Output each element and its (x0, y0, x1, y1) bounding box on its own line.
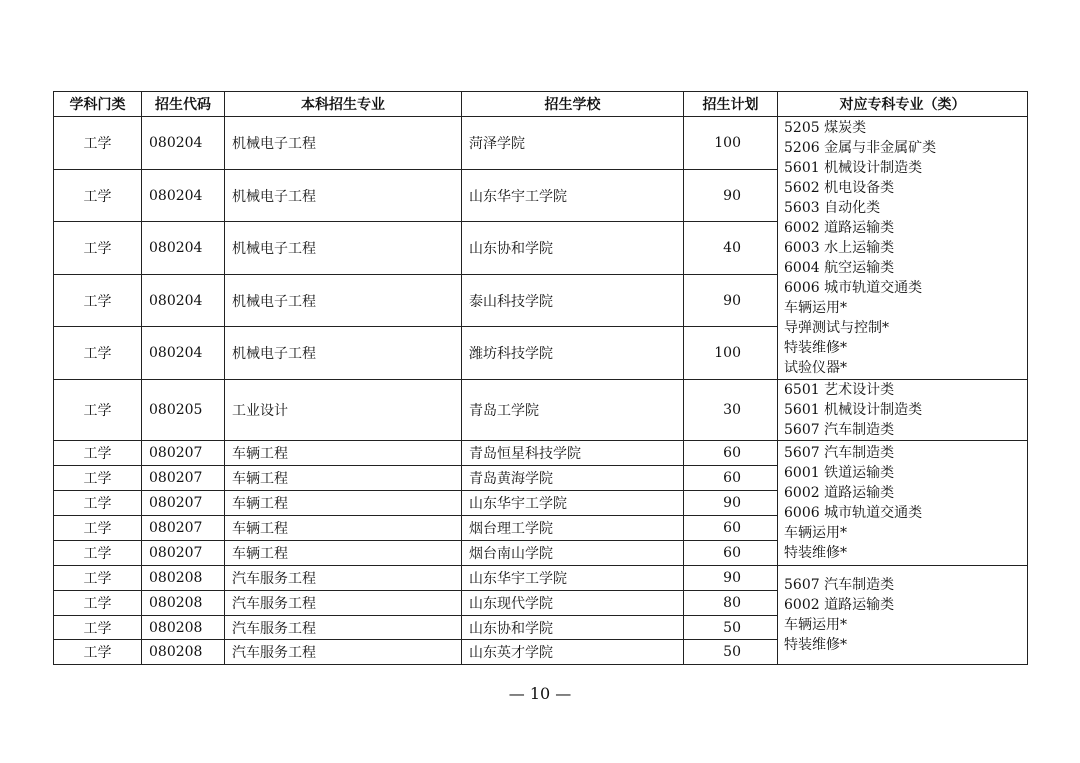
cell-plan: 90 (684, 566, 778, 591)
cell-major: 机械电子工程 (225, 327, 462, 380)
related-item: 车辆运用* (784, 617, 847, 633)
cell-plan: 90 (684, 170, 778, 222)
cell-plan: 30 (684, 380, 778, 441)
table-row (54, 380, 1028, 441)
related-item: 6001 铁道运输类 (784, 465, 895, 481)
cell-plan: 50 (684, 616, 778, 640)
cell-school: 山东华宇工学院 (462, 170, 684, 222)
header-major: 本科招生专业 (225, 92, 462, 117)
cell-category: 工学 (54, 491, 142, 516)
cell-code: 080207 (142, 541, 225, 566)
cell-plan: 40 (684, 222, 778, 275)
page-number: — 10 — (508, 684, 572, 703)
cell-plan: 100 (684, 327, 778, 380)
cell-major: 汽车服务工程 (225, 566, 462, 591)
cell-code: 080208 (142, 640, 225, 665)
related-item: 特装维修* (784, 340, 847, 356)
cell-major: 机械电子工程 (225, 117, 462, 170)
table-header-row (54, 92, 1028, 117)
related-item: 6002 道路运输类 (784, 220, 895, 236)
cell-major: 汽车服务工程 (225, 616, 462, 640)
cell-major: 工业设计 (225, 380, 462, 441)
related-item: 特装维修* (784, 637, 847, 653)
cell-school: 山东英才学院 (462, 640, 684, 665)
related-item: 车辆运用* (784, 525, 847, 541)
cell-category: 工学 (54, 640, 142, 665)
cell-code: 080205 (142, 380, 225, 441)
cell-school: 泰山科技学院 (462, 275, 684, 327)
header-category: 学科门类 (54, 92, 142, 117)
header-related-majors: 对应专科专业（类） (778, 92, 1028, 117)
related-item: 5607 汽车制造类 (784, 422, 895, 438)
cell-school: 菏泽学院 (462, 117, 684, 170)
cell-code: 080204 (142, 275, 225, 327)
related-item: 6501 艺术设计类 (784, 382, 895, 398)
cell-major: 车辆工程 (225, 491, 462, 516)
cell-category: 工学 (54, 566, 142, 591)
cell-code: 080207 (142, 441, 225, 466)
cell-code: 080204 (142, 222, 225, 275)
cell-school: 烟台南山学院 (462, 541, 684, 566)
header-code: 招生代码 (142, 92, 225, 117)
cell-category: 工学 (54, 170, 142, 222)
cell-category: 工学 (54, 516, 142, 541)
cell-school: 青岛恒星科技学院 (462, 441, 684, 466)
related-item: 6002 道路运输类 (784, 485, 895, 501)
cell-major: 车辆工程 (225, 466, 462, 491)
related-item: 5603 自动化类 (784, 200, 881, 216)
cell-related-group-4 (778, 566, 1028, 665)
related-item: 5205 煤炭类 (784, 120, 867, 136)
related-item: 5607 汽车制造类 (784, 577, 895, 593)
related-item: 6006 城市轨道交通类 (784, 505, 923, 521)
table-row (54, 117, 1028, 170)
related-item: 6006 城市轨道交通类 (784, 280, 923, 296)
cell-major: 机械电子工程 (225, 170, 462, 222)
cell-code: 080204 (142, 170, 225, 222)
related-item: 试验仪器* (784, 360, 847, 376)
cell-category: 工学 (54, 541, 142, 566)
cell-plan: 60 (684, 516, 778, 541)
cell-code: 080204 (142, 117, 225, 170)
cell-category: 工学 (54, 117, 142, 170)
cell-major: 车辆工程 (225, 541, 462, 566)
header-school: 招生学校 (462, 92, 684, 117)
cell-major: 汽车服务工程 (225, 591, 462, 616)
cell-plan: 80 (684, 591, 778, 616)
cell-plan: 60 (684, 541, 778, 566)
cell-major: 车辆工程 (225, 516, 462, 541)
cell-category: 工学 (54, 616, 142, 640)
related-item: 车辆运用* (784, 300, 847, 316)
cell-related-group-1 (778, 117, 1028, 380)
cell-code: 080208 (142, 566, 225, 591)
related-item: 5601 机械设计制造类 (784, 160, 923, 176)
cell-category: 工学 (54, 591, 142, 616)
cell-school: 山东现代学院 (462, 591, 684, 616)
cell-school: 青岛工学院 (462, 380, 684, 441)
table-row (54, 441, 1028, 466)
cell-code: 080207 (142, 466, 225, 491)
cell-school: 青岛黄海学院 (462, 466, 684, 491)
cell-code: 080204 (142, 327, 225, 380)
related-item: 5602 机电设备类 (784, 180, 895, 196)
cell-school: 山东协和学院 (462, 616, 684, 640)
cell-related-group-2 (778, 380, 1028, 441)
header-plan: 招生计划 (684, 92, 778, 117)
related-item: 5206 金属与非金属矿类 (784, 140, 937, 156)
cell-school: 山东华宇工学院 (462, 566, 684, 591)
cell-major: 汽车服务工程 (225, 640, 462, 665)
cell-category: 工学 (54, 275, 142, 327)
related-item: 5601 机械设计制造类 (784, 402, 923, 418)
cell-school: 潍坊科技学院 (462, 327, 684, 380)
related-item: 特装维修* (784, 545, 847, 561)
cell-related-group-3 (778, 441, 1028, 566)
related-item: 导弹测试与控制* (784, 320, 889, 336)
related-item: 6003 水上运输类 (784, 240, 895, 256)
cell-code: 080207 (142, 491, 225, 516)
cell-plan: 60 (684, 441, 778, 466)
cell-major: 机械电子工程 (225, 222, 462, 275)
cell-plan: 50 (684, 640, 778, 665)
table-row (54, 566, 1028, 591)
related-item: 6004 航空运输类 (784, 260, 895, 276)
related-item: 6002 道路运输类 (784, 597, 895, 613)
cell-category: 工学 (54, 327, 142, 380)
cell-major: 机械电子工程 (225, 275, 462, 327)
cell-plan: 90 (684, 275, 778, 327)
cell-major: 车辆工程 (225, 441, 462, 466)
cell-category: 工学 (54, 380, 142, 441)
cell-plan: 60 (684, 466, 778, 491)
cell-category: 工学 (54, 466, 142, 491)
cell-plan: 100 (684, 117, 778, 170)
cell-school: 烟台理工学院 (462, 516, 684, 541)
cell-school: 山东协和学院 (462, 222, 684, 275)
cell-code: 080208 (142, 616, 225, 640)
cell-code: 080207 (142, 516, 225, 541)
cell-category: 工学 (54, 441, 142, 466)
admissions-table (53, 91, 1028, 665)
cell-category: 工学 (54, 222, 142, 275)
cell-code: 080208 (142, 591, 225, 616)
related-item: 5607 汽车制造类 (784, 445, 895, 461)
cell-school: 山东华宇工学院 (462, 491, 684, 516)
cell-plan: 90 (684, 491, 778, 516)
